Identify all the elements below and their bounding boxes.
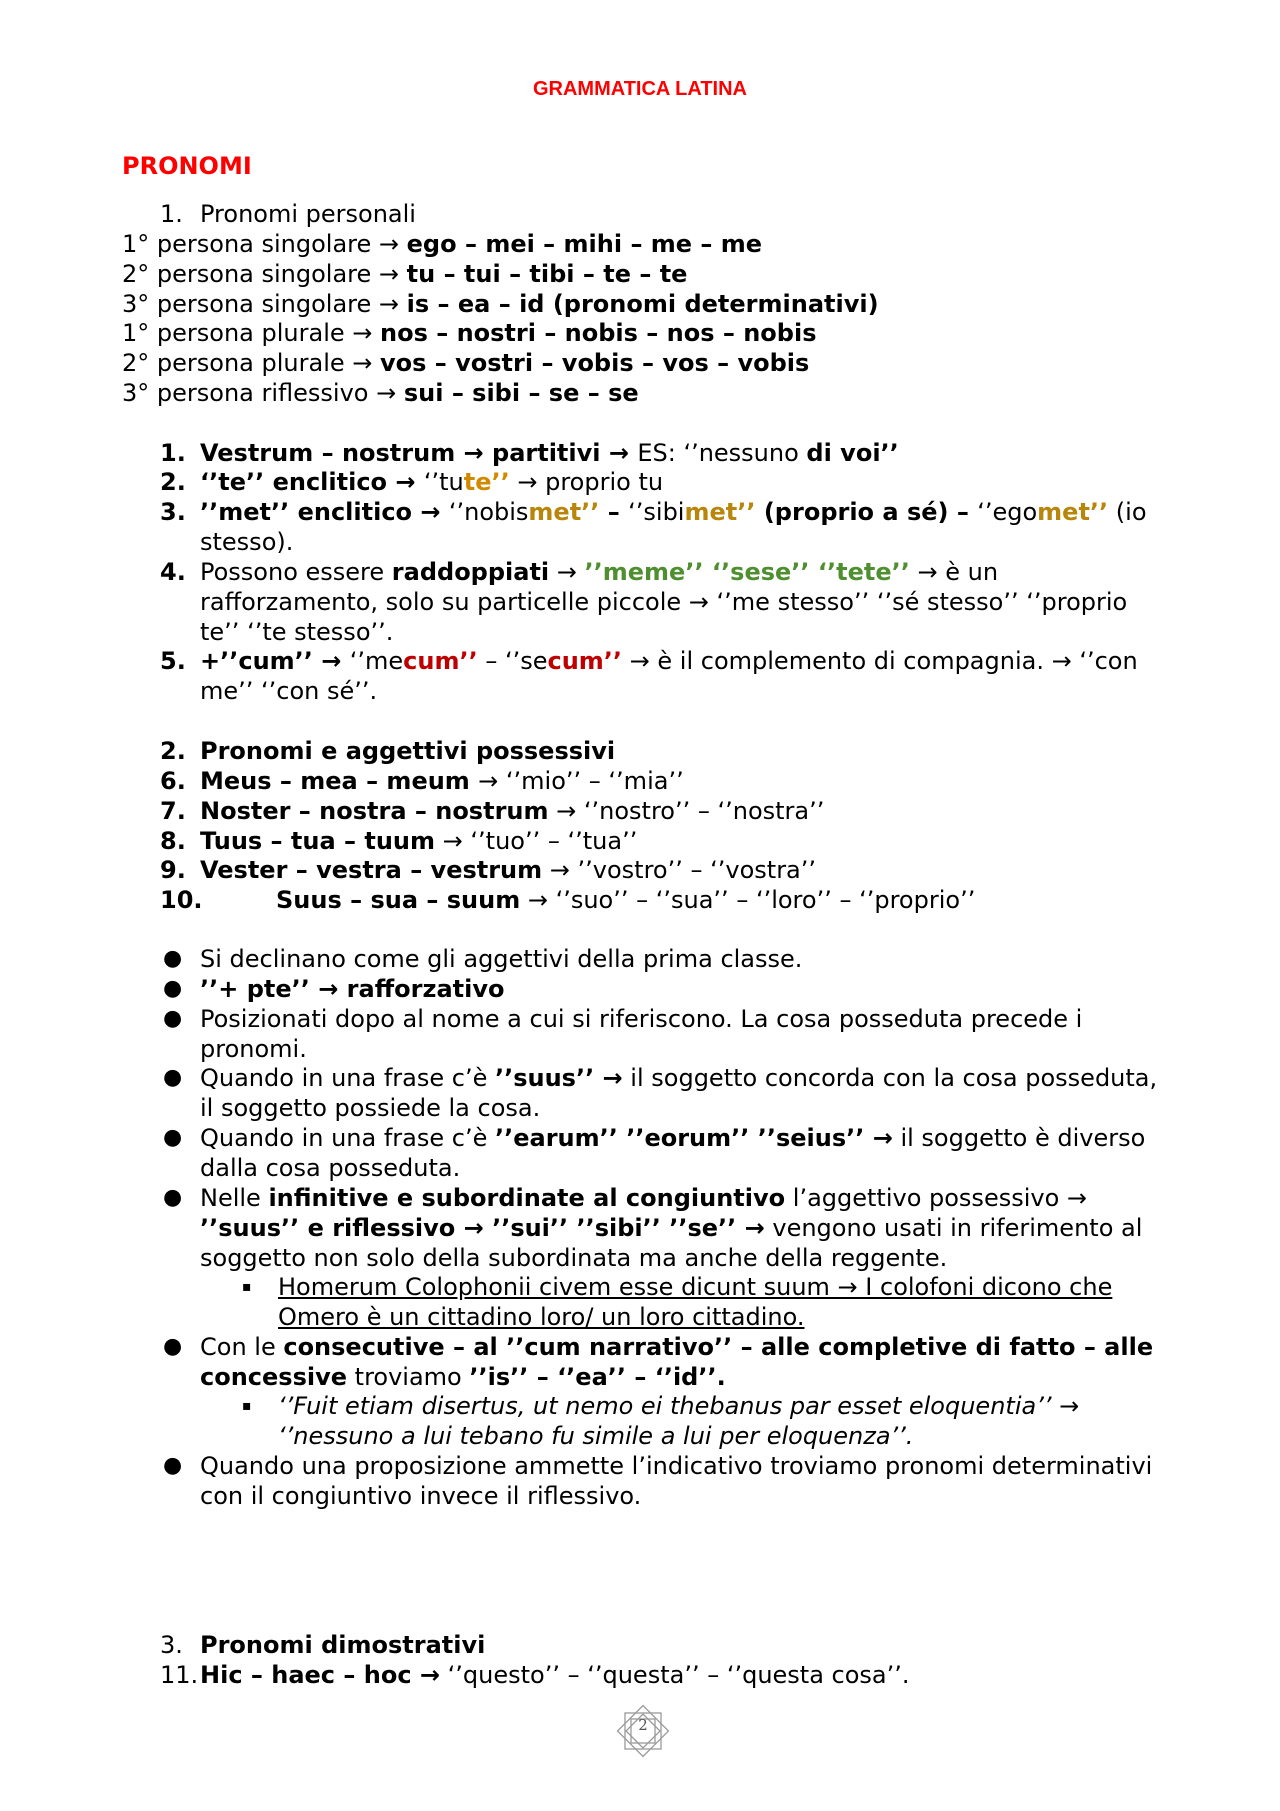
bullet-icon: ● [163,976,183,1001]
bullet-text: Si declinano come gli aggettivi della prima classe. [200,945,803,973]
example-sentence: Homerum Colophonii civem esse dicunt suum → I colofoni dicono che Omero è un cittadino loro/ un loro cittadino. [278,1273,1113,1331]
list-number: 2. [160,468,186,496]
list-number: 9. [160,856,186,884]
possessive-row: Noster – nostra – nostrum → ‘’nostro’’ – ‘’nostra’’ [200,797,825,825]
list-number: 1. [160,439,186,467]
note-met-enclitic: ’’met’’ enclitico → ‘’nobismet’’ – ‘’sibimet’’ (proprio a sé) – ‘’egomet’’ (io stesso). [200,498,1147,556]
list-number: 7. [160,797,186,825]
declension-row: 3° persona singolare → is – ea – id (pronomi determinativi) [122,290,879,318]
note-cum: +’’cum’’ → ‘’mecum’’ – ‘’secum’’ → è il complemento di compagnia. → ‘’con me’’ ‘’con sé’’. [200,647,1138,705]
list-number: 6. [160,767,186,795]
bullet-text: Con le consecutive – al ’’cum narrativo’’ – alle completive di fatto – alle concessive troviamo ’’is’’ – ‘’ea’’ – ‘’id’’. [200,1333,1154,1391]
bullet-text: ’’+ pte’’ → rafforzativo [200,975,505,1003]
document-title: GRAMMATICA LATINA [532,78,748,100]
list-number: 8. [160,827,186,855]
bullet-icon: ● [163,1065,183,1090]
list-number: 4. [160,558,186,586]
note-partitive: Vestrum – nostrum → partitivi → ES: ‘’nessuno di voi’’ [200,439,899,467]
list-number: 2. [160,737,186,765]
declension-row: 2° persona plurale → vos – vostri – vobis – vos – vobis [122,349,810,377]
declension-row: 1° persona singolare → ego – mei – mihi – me – me [122,230,763,258]
subsection-heading-personal: Pronomi personali [200,200,416,228]
example-sentence: ‘’Fuit etiam disertus, ut nemo ei thebanus par esset eloquentia’’ → ‘’nessuno a lui tebano fu simile a lui per eloquenza’’. [278,1392,1080,1450]
declension-row: 3° persona riflessivo → sui – sibi – se – se [122,379,639,407]
bullet-icon: ● [163,1185,183,1210]
page-number: 2 [638,1716,648,1734]
bullet-icon: ● [163,946,183,971]
section-title: PRONOMI [122,152,252,180]
square-bullet-icon: ▪ [242,1398,252,1414]
note-doubled: Possono essere raddoppiati → ’’meme’’ ‘’sese’’ ‘’tete’’ → è un rafforzamento, solo su particelle piccole → ‘’me stesso’’ ‘’sé stesso’’ ‘’proprio te’’ ‘’te stesso’’. [200,558,1128,646]
bullet-icon: ● [163,1006,183,1031]
possessive-row: Suus – sua – suum → ‘’suo’’ – ‘’sua’’ – ‘’loro’’ – ‘’proprio’’ [276,886,976,914]
list-number: 3. [160,498,186,526]
bullet-icon: ● [163,1453,183,1478]
bullet-text: Quando in una frase c’è ’’earum’’ ’’eorum’’ ’’seius’’ → il soggetto è diverso dalla cosa posseduta. [200,1124,1146,1182]
list-number: 11. [160,1661,199,1689]
subsection-heading-possessive: Pronomi e aggettivi possessivi [200,737,616,765]
bullet-text: Quando una proposizione ammette l’indicativo troviamo pronomi determinativi con il congiuntivo invece il riflessivo. [200,1452,1153,1510]
possessive-row: Meus – mea – meum → ‘’mio’’ – ‘’mia’’ [200,767,684,795]
bullet-icon: ● [163,1334,183,1359]
list-number: 3. [160,1631,183,1659]
bullet-text: Quando in una frase c’è ’’suus’’ → il soggetto concorda con la cosa posseduta, il soggetto possiede la cosa. [200,1064,1158,1122]
list-number: 1. [160,200,183,228]
possessive-row: Vester – vestra – vestrum → ’’vostro’’ – ‘’vostra’’ [200,856,817,884]
demonstrative-row: Hic – haec – hoc → ‘’questo’’ – ‘’questa’’ – ‘’questa cosa’’. [200,1661,910,1689]
list-number: 5. [160,647,186,675]
bullet-icon: ● [163,1125,183,1150]
possessive-row: Tuus – tua – tuum → ‘’tuo’’ – ‘’tua’’ [200,827,638,855]
declension-row: 2° persona singolare → tu – tui – tibi – te – te [122,260,688,288]
square-bullet-icon: ▪ [242,1279,252,1295]
note-te-enclitic: ‘’te’’ enclitico → ‘’tute’’ → proprio tu [200,468,664,496]
declension-row: 1° persona plurale → nos – nostri – nobis – nos – nobis [122,319,817,347]
bullet-text: Nelle infinitive e subordinate al congiuntivo l’aggettivo possessivo → ’’suus’’ e riflessivo → ’’sui’’ ’’sibi’’ ’’se’’ → vengono usati in riferimento al soggetto non solo della subordinata ma anche della reggente. [200,1184,1143,1272]
list-number: 10. [160,886,203,914]
subsection-heading-demonstrative: Pronomi dimostrativi [200,1631,486,1659]
bullet-text: Posizionati dopo al nome a cui si riferiscono. La cosa posseduta precede i pronomi. [200,1005,1083,1063]
